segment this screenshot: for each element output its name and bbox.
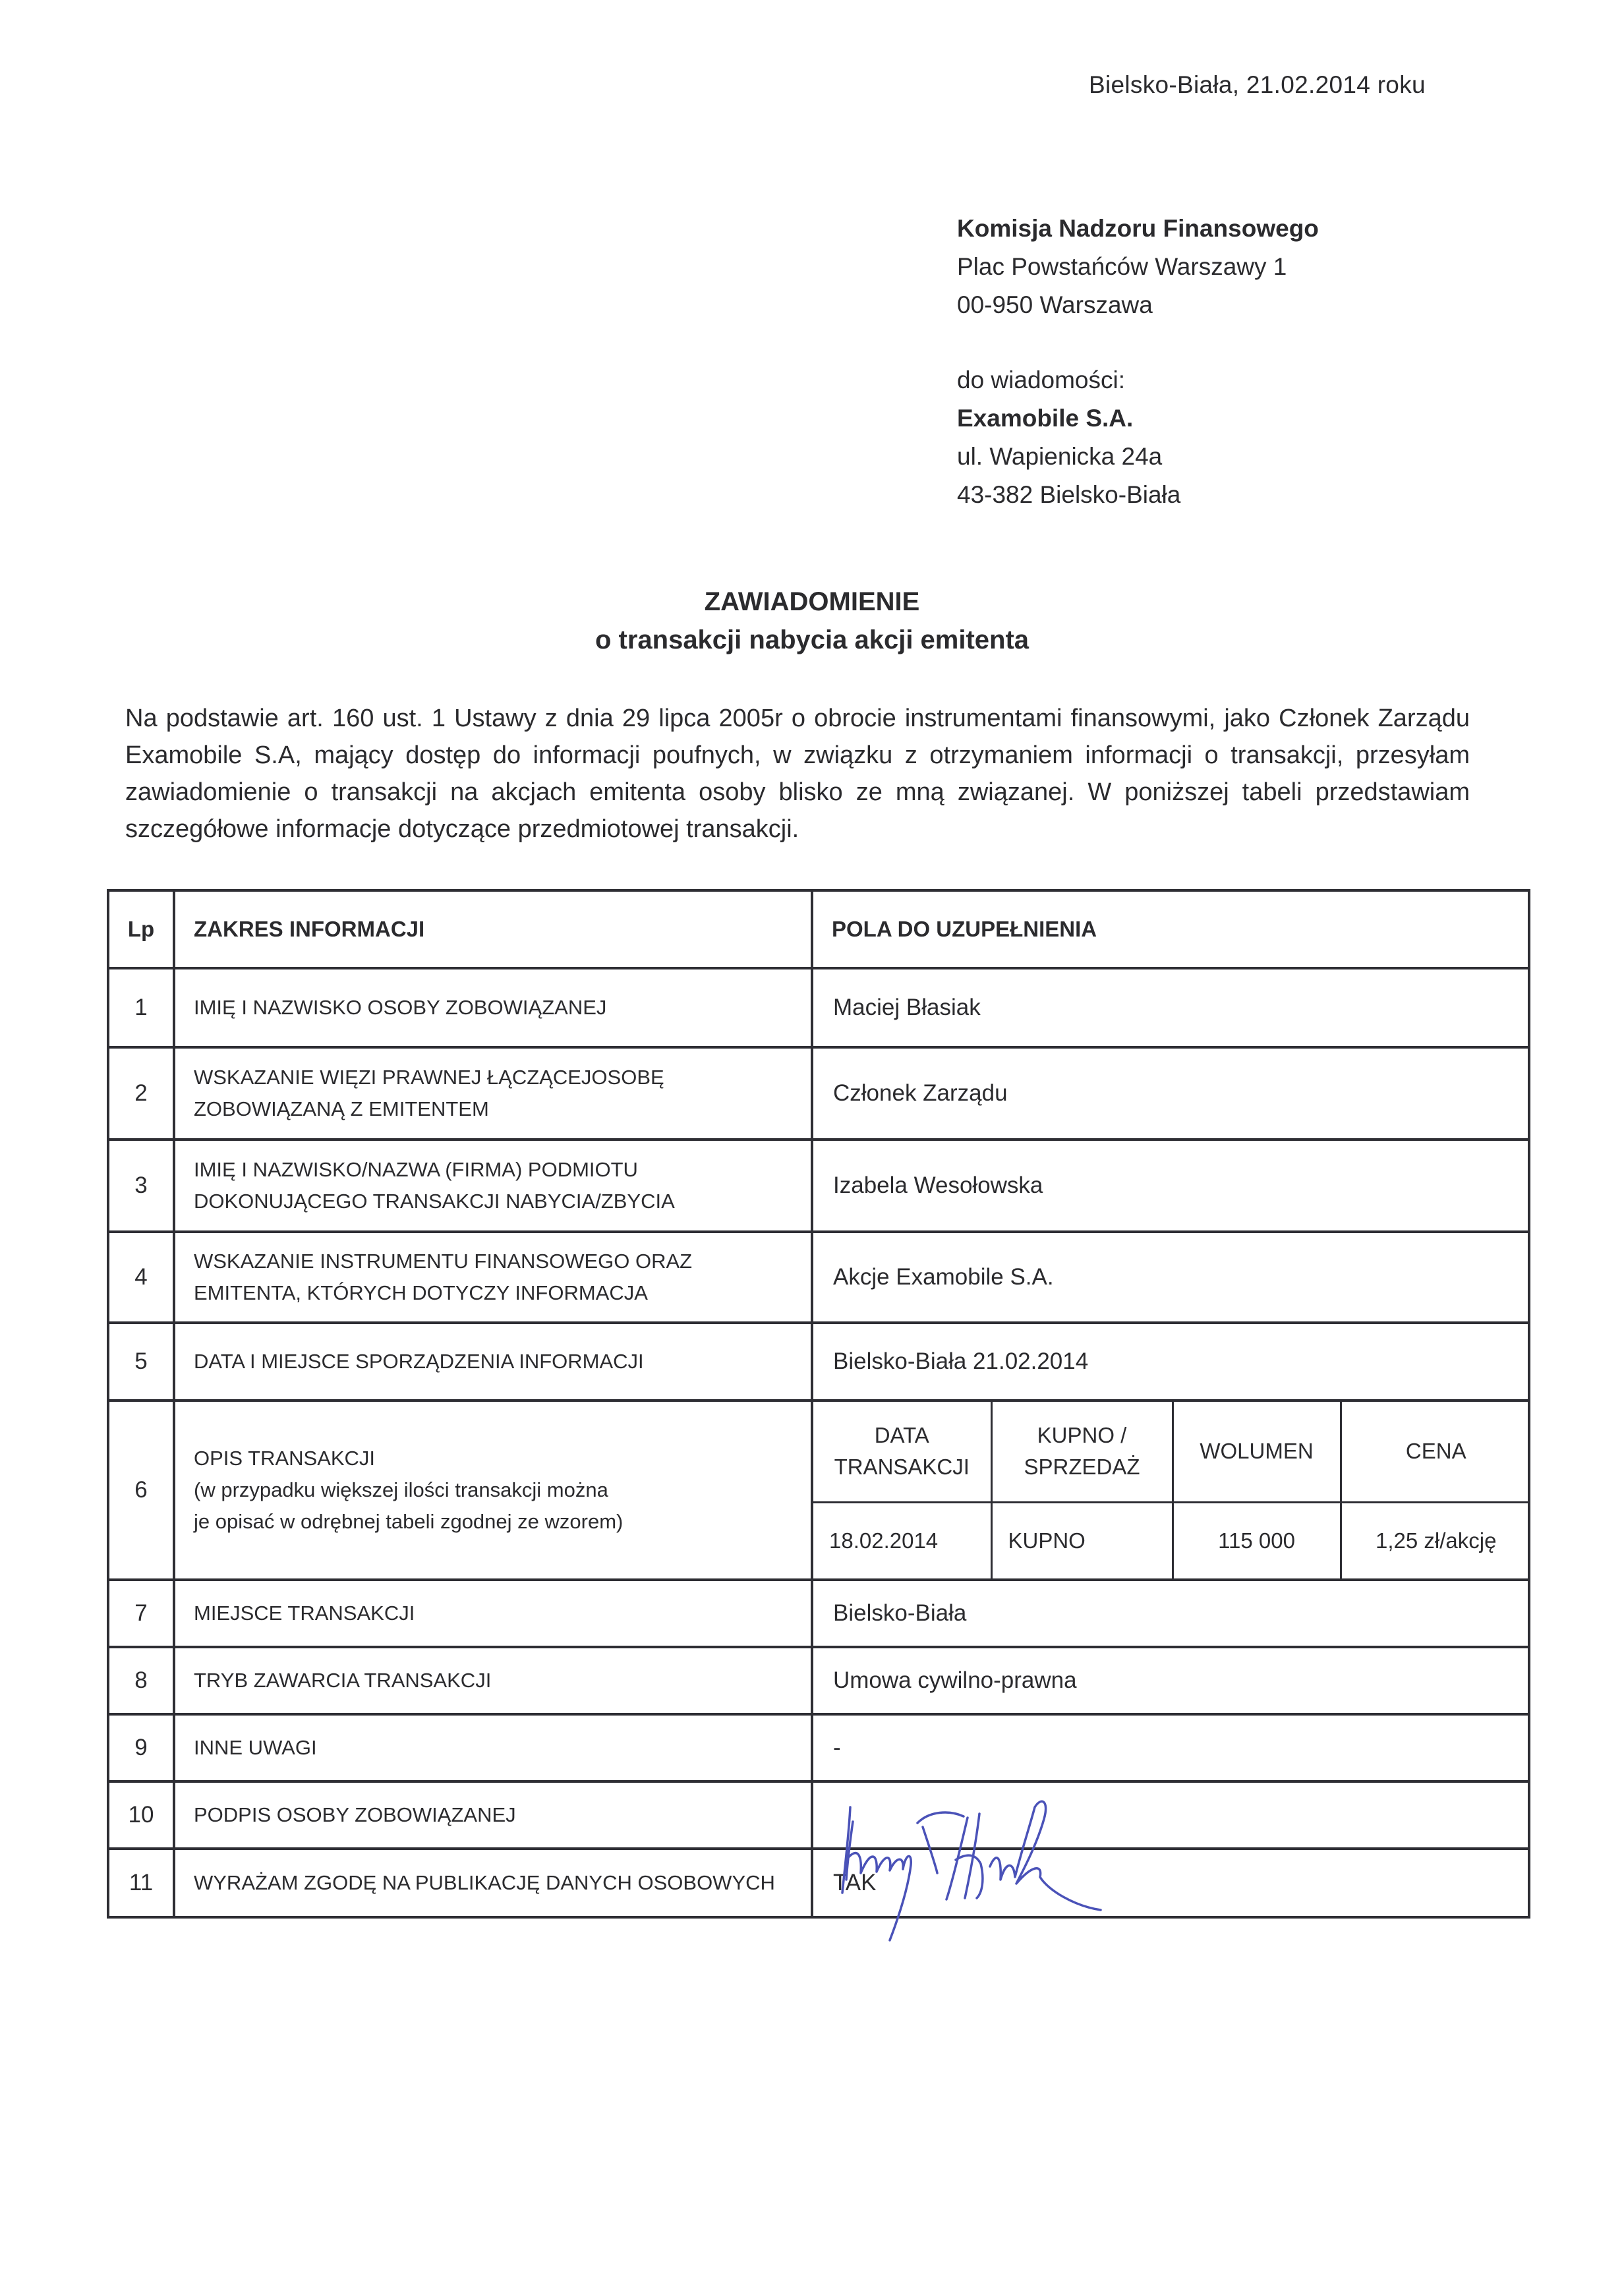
row-lp: 11 xyxy=(108,1849,174,1917)
table-row xyxy=(108,1401,1529,1580)
row-scope: PODPIS OSOBY ZOBOWIĄZANEJ xyxy=(174,1781,812,1849)
intro-paragraph: Na podstawie art. 160 ust. 1 Ustawy z dnia 29 lipca 2005r o obrocie instrumentami finansowymi, jako Członek Zarządu Examobile S.A, mający dostęp do informacji poufnych, w związku z otrzymaniem informacji o transakcji, przesyłam zawiadomienie o transakcji na akcjach emitenta osoby blisko ze mną związanej. W poniższej tabeli przedstawiam szczegółowe informacje dotyczące przedmiotowej transakcji. xyxy=(125,705,1470,843)
table-row xyxy=(108,968,1529,1047)
title-line-1: ZAWIADOMIENIE xyxy=(704,587,920,616)
row-lp: 6 xyxy=(108,1401,174,1580)
row-scope xyxy=(174,1232,812,1323)
row-scope xyxy=(174,1047,812,1140)
row-value-obligated-person: Maciej Błasiak xyxy=(812,968,1529,1047)
table-row xyxy=(108,1714,1529,1781)
row-lp: 7 xyxy=(108,1580,174,1647)
row-scope: TRYB ZAWARCIA TRANSAKCJI xyxy=(174,1647,812,1714)
table-row xyxy=(108,1849,1529,1917)
table-header-row xyxy=(108,890,1529,968)
transaction-price-value: 1,25 zł/akcję xyxy=(1341,1502,1530,1578)
row-value-transaction-place: Bielsko-Biała xyxy=(812,1580,1529,1647)
row-value-date-place: Bielsko-Biała 21.02.2014 xyxy=(812,1323,1529,1401)
table-row xyxy=(108,1047,1529,1140)
notification-table xyxy=(107,889,1530,1919)
row-lp: 4 xyxy=(108,1232,174,1323)
transaction-date-header xyxy=(813,1402,991,1502)
row-scope: DATA I MIEJSCE SPORZĄDZENIA INFORMACJI xyxy=(174,1323,812,1401)
header-lp: Lp xyxy=(108,890,174,968)
table-row xyxy=(108,1140,1529,1232)
transaction-volume-header: WOLUMEN xyxy=(1173,1402,1341,1502)
recipient-name: Komisja Nadzoru Finansowego xyxy=(957,215,1319,242)
table-row xyxy=(108,1580,1529,1647)
row-scope-line: OPIS TRANSAKCJI xyxy=(194,1447,376,1470)
header-line: DATA xyxy=(874,1423,929,1448)
header-scope: ZAKRES INFORMACJI xyxy=(174,890,812,968)
row-scope: WYRAŻAM ZGODĘ NA PUBLIKACJĘ DANYCH OSOBOWYCH xyxy=(174,1849,812,1917)
row-value-instrument: Akcje Examobile S.A. xyxy=(812,1232,1529,1323)
place-date: Bielsko-Biała, 21.02.2014 roku xyxy=(1089,71,1426,98)
document-title xyxy=(0,583,1624,659)
table-row xyxy=(108,1781,1529,1849)
row-scope: MIEJSCE TRANSAKCJI xyxy=(174,1580,812,1647)
row-value-transaction-mode: Umowa cywilno-prawna xyxy=(812,1647,1529,1714)
row-value-remarks: - xyxy=(812,1714,1529,1781)
row-scope-line: WSKAZANIE WIĘZI PRAWNEJ ŁĄCZĄCEJOSOBĘ xyxy=(194,1066,664,1089)
transaction-type-header xyxy=(991,1402,1173,1502)
row-scope-line: IMIĘ I NAZWISKO/NAZWA (FIRMA) PODMIOTU xyxy=(194,1158,638,1181)
table-row xyxy=(108,1647,1529,1714)
transaction-volume-value: 115 000 xyxy=(1173,1502,1341,1578)
header-fields: POLA DO UZUPEŁNIENIA xyxy=(812,890,1529,968)
row-value-transacting-party: Izabela Wesołowska xyxy=(812,1140,1529,1232)
row-scope xyxy=(174,1140,812,1232)
cc-street: ul. Wapienicka 24a xyxy=(957,443,1163,470)
transaction-price-header: CENA xyxy=(1341,1402,1530,1502)
header-line: SPRZEDAŻ xyxy=(1024,1455,1140,1480)
row-lp: 8 xyxy=(108,1647,174,1714)
table-row xyxy=(108,1232,1529,1323)
row-lp: 9 xyxy=(108,1714,174,1781)
table-row xyxy=(108,1323,1529,1401)
row-lp: 3 xyxy=(108,1140,174,1232)
recipient-street: Plac Powstańców Warszawy 1 xyxy=(957,253,1287,280)
transaction-header-row xyxy=(813,1402,1530,1502)
transaction-date-value: 18.02.2014 xyxy=(813,1502,991,1578)
row-scope-line: ZOBOWIĄZANĄ Z EMITENTEM xyxy=(194,1097,489,1120)
row-lp: 2 xyxy=(108,1047,174,1140)
cc-city: 43-382 Bielsko-Biała xyxy=(957,481,1181,508)
header-line: KUPNO / xyxy=(1037,1423,1127,1448)
row-scope-line: WSKAZANIE INSTRUMENTU FINANSOWEGO ORAZ xyxy=(194,1250,693,1273)
transaction-type-value: KUPNO xyxy=(991,1502,1173,1578)
transaction-details xyxy=(812,1401,1529,1580)
row-lp: 10 xyxy=(108,1781,174,1849)
row-lp: 5 xyxy=(108,1323,174,1401)
row-value-relation: Członek Zarządu xyxy=(812,1047,1529,1140)
row-lp: 1 xyxy=(108,968,174,1047)
cc-name: Examobile S.A. xyxy=(957,405,1134,432)
recipient-city: 00-950 Warszawa xyxy=(957,291,1153,318)
header-line: TRANSAKCJI xyxy=(834,1455,970,1480)
title-line-2: o transakcji nabycia akcji emitenta xyxy=(594,625,1030,654)
transaction-table xyxy=(813,1402,1530,1578)
row-value-consent: TAK xyxy=(812,1849,1529,1917)
row-scope-line: je opisać w odrębnej tabeli zgodnej ze wzorem) xyxy=(194,1510,624,1533)
row-scope: IMIĘ I NAZWISKO OSOBY ZOBOWIĄZANEJ xyxy=(174,968,812,1047)
row-scope-line: EMITENTA, KTÓRYCH DOTYCZY INFORMACJA xyxy=(194,1281,648,1304)
row-scope-line: DOKONUJĄCEGO TRANSAKCJI NABYCIA/ZBYCIA xyxy=(194,1190,675,1213)
cc-address xyxy=(957,361,1180,514)
row-scope-line: (w przypadku większej ilości transakcji można xyxy=(194,1478,608,1501)
row-scope: INNE UWAGI xyxy=(174,1714,812,1781)
transaction-values-row xyxy=(813,1502,1530,1578)
cc-label: do wiadomości: xyxy=(957,366,1126,393)
recipient-address xyxy=(957,210,1319,324)
row-scope xyxy=(174,1401,812,1580)
handwritten-signature xyxy=(824,1787,1298,1946)
